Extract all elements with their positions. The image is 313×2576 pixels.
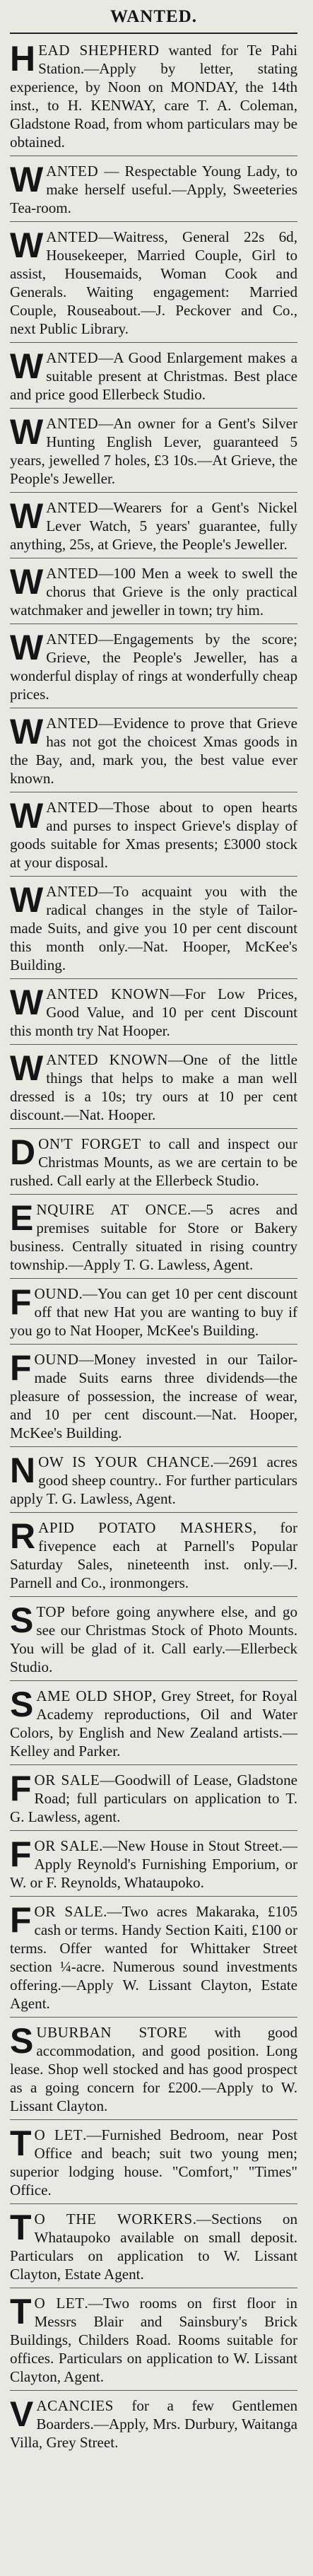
ad-body-text: —A Good Enlargement makes a suitable present at Christmas. Best place and price good Ellerbeck Studio. [10,349,297,403]
ad-lead-words: NQUIRE AT ONCE [36,1201,187,1218]
ad-lead-words: OUND [34,1351,79,1368]
drop-cap: W [10,562,44,602]
ad-lead-words: ANTED [46,349,99,366]
drop-cap: S [10,2021,34,2061]
classified-ad [10,2294,297,2391]
classified-ad [10,564,297,624]
classified-ad [10,41,297,156]
ad-lead-words: OR SALE [34,1903,104,1920]
classified-ad [10,985,297,1045]
ad-body-text: —For Low Prices, Good Value, and 10 per cent Discount this month try Nat Hooper. [10,985,297,1039]
drop-cap: D [10,1132,36,1172]
ad-body-text: with good accommodation, and good position. Long lease. Shop well stocked and has good prospect as a going concern for £200.—Apply to W. Lissant Clayton. [10,2024,297,2114]
ads-column [10,41,297,2456]
drop-cap: W [10,1048,44,1088]
ad-lead-words: ACANCIES [36,2397,114,2414]
classified-ad [10,1284,297,1345]
classified-ad [10,630,297,708]
ad-body-text: before going anywhere else, and go see our Christmas Stock of Photo Mounts. You will be glad of it. Call early.—Ellerbeck Studio. [10,1603,297,1675]
ad-lead-words: UBURBAN STORE [36,2024,188,2041]
drop-cap: W [10,712,44,751]
classified-ad [10,1834,298,1897]
ad-lead-words: ANTED [46,415,99,432]
classified-ad [10,882,297,979]
ad-lead-words: AME OLD SHOP [36,1687,153,1704]
ad-body-text: .—Furnished Bedroom, near Post Office and beach; suit two young men; superior lodging house. "Comfort," "Times" Office. [10,2126,298,2199]
drop-cap: S [10,1685,34,1724]
ad-body-text: .—2691 acres good sheep country.. For further particulars apply T. G. Lawless, Agent. [10,1453,297,1507]
drop-cap: S [10,1600,34,1640]
ad-body-text: —Money invested in our Tailor-made Suits earns three dividends—the pleasure of possession, the increase of wear, and 10 per cent discount.—Nat. Hooper, McKee's Building. [10,1351,297,1441]
ad-lead-words: ANTED KNOWN [46,1051,168,1068]
classified-ad [10,2023,297,2120]
ad-lead-words: O LET [34,2295,85,2312]
ad-lead-words: OUND [34,1285,79,1302]
section-heading: WANTED. [110,7,197,26]
classified-ad [10,228,297,343]
drop-cap: F [10,1282,32,1322]
classified-ad [10,162,297,222]
drop-cap: F [10,1900,32,1940]
ad-lead-words: OR SALE [34,1837,100,1854]
drop-cap: T [10,2208,32,2247]
ad-body-text: —One of the little things that helps to make a man well dressed is a 10s; try ours at 10 per cent discount.—Nat. Hooper. [10,1051,297,1123]
classified-ad [10,1600,297,1681]
ad-body-text: .—5 acres and premises suitable for Store or Bakery business. Centrally situated in rising country township.—Apply T. G. Lawless, Agent. [10,1201,297,1273]
ad-body-text: for a few Gentlemen Boarders.—Apply, Mrs. Durbury, Waitanga Villa, Grey Street. [10,2397,297,2451]
ad-lead-words: ANTED [46,715,99,732]
ad-body-text: —Evidence to prove that Grieve has not got the choicest Xmas goods in the Bay, and, mark you, the best value ever known. [10,715,297,787]
ad-body-text: — Respectable Young Lady, to make herself useful.—Apply, Sweeteries Tea-room. [10,163,297,216]
ad-lead-words: ANTED KNOWN [46,985,170,1002]
classified-ad [10,798,297,877]
classified-ad [10,346,297,409]
drop-cap: W [10,496,44,536]
ad-body-text: , for fivepence each at Parnell's Popular Saturday Sales, nineteenth inst. only.—J. Parnell and Co., ironmongers. [10,1519,297,1591]
ad-lead-words: ANTED [46,499,99,516]
ad-body-text: wanted for Te Pahi Station.—Apply by letter, stating experience, by Noon on MONDAY, the 14th inst., to H. KENWAY, care T. A. Coleman, Gladstone Road, from whom particulars may be obtained. [10,42,297,151]
ad-body-text: —Wearers for a Gent's Nickel Lever Watch, 5 years' guarantee, fully anything, 25s, at Grieve, the People's Jeweller. [10,499,297,553]
ad-lead-words: O LET [34,2126,83,2143]
classified-ad [10,2126,297,2204]
ad-body-text: to call and inspect our Christmas Mounts, as we are certain to be rushed. Call early at the Ellerbeck Studio. [10,1135,297,1189]
ad-lead-words: APID POTATO MASHERS [38,1519,253,1536]
drop-cap: W [10,346,44,386]
classified-ad [10,414,297,493]
classified-ad [10,2210,297,2288]
ad-body-text: —Goodwill of Lease, Gladstone Road; full particulars on application to T. G. Lawless, agent. [10,1772,297,1825]
drop-cap: W [10,160,44,199]
drop-cap: W [10,412,44,452]
classified-ad [10,1902,297,2018]
drop-cap: E [10,1198,34,1238]
drop-cap: W [10,983,44,1022]
drop-cap: W [10,880,44,920]
ad-body-text: —100 Men a week to swell the chorus that Grieve is the only practical watchmaker and jeweller in town; try him. [10,565,297,619]
ad-lead-words: ANTED [46,228,99,245]
drop-cap: R [10,1516,36,1556]
drop-cap: F [10,1834,32,1874]
ad-lead-words: TOP [36,1603,66,1620]
ad-body-text: .—You can get 10 per cent discount off that new Hat you are wanting to buy if you go to Nat Hooper, McKee's Building. [10,1285,297,1339]
classified-ad [10,1453,297,1513]
ad-body-text: , Grey Street, for Royal Academy reproductions, Oil and Water Colors, by English and New Zealand artists.—Kelley and Parker. [10,1687,298,1760]
ad-lead-words: O THE WORKERS [34,2211,193,2227]
classified-ad [10,498,297,558]
classified-ad [10,1200,297,1279]
ad-lead-words: OR SALE [34,1772,100,1788]
ad-body-text: .—Two rooms on first floor in Messrs Blair and Sainsbury's Brick Buildings, Childers Road. Rooms suitable for offices. Particulars on application to W. Lissant Clayton, Agent. [10,2295,297,2385]
drop-cap: W [10,226,44,265]
ad-body-text: —Those about to open hearts and purses to inspect Grieve's display of goods suitable for Xmas presents; £3000 stock at your disposal. [10,799,297,871]
classified-ad [10,2396,297,2456]
drop-cap: H [10,39,36,78]
ad-lead-words: OW IS YOUR CHANCE [38,1453,211,1470]
ad-lead-words: ANTED [46,631,99,648]
drop-cap: T [10,2124,32,2163]
classified-ad [10,1132,297,1195]
classified-ad [10,1050,297,1129]
ad-lead-words: EAD SHEPHERD [38,42,160,59]
heading-rule [10,33,297,34]
ad-lead-words: ANTED [46,883,99,900]
drop-cap: F [10,1348,32,1388]
ad-lead-words: ON'T FORGET [38,1135,141,1152]
ad-body-text: .—New House in Stout Street.—Apply Reynold's Furnishing Emporium, or W. or F. Reynolds, Whataupoko. [10,1837,298,1891]
drop-cap: W [10,628,44,667]
ad-body-text: .—Two acres Makaraka, £105 cash or terms. Handy Section Kaiti, £100 or terms. Offer wanted for Whittaker Street section ¼-acre. Numerous sound investments offering.—Apply W. Lissant Clayton, Estate Agent. [10,1903,298,2012]
classified-ad [10,1350,297,1447]
drop-cap: N [10,1451,36,1490]
ad-body-text: —Waitress, General 22s 6d, Housekeeper, Married Couple, Girl to assist, Housemaids, Woman Cook and Generals. Waiting engagement: Married Couple, Rouseabout.—J. Peckover and Co., next Public Library. [10,228,297,337]
ad-body-text: —Engagements by the score; Grieve, the People's Jeweller, has a wonderful display of rings at wonderfully cheap prices. [10,631,297,703]
classified-ad [10,1518,297,1597]
ad-lead-words: ANTED [46,799,99,816]
ad-body-text: —An owner for a Gent's Silver Hunting English Lever, guaranteed 5 years, jewelled 7 holes, £3 10s.—At Grieve, the People's Jeweller. [10,415,297,487]
ad-lead-words: ANTED [46,565,99,582]
classified-ad [10,1771,297,1831]
ad-body-text: —To acquaint you with the radical changes in the style of Tailor-made Suits, and give you 10 per cent discount this month only.—Nat. Hooper, McKee's Building. [10,883,297,973]
ad-body-text: .—Sections on Whataupoko available on small deposit. Particulars on application to W. Lissant Clayton, Estate Agent. [10,2211,298,2283]
classified-ad [10,1687,297,1765]
drop-cap: T [10,2292,32,2331]
drop-cap: V [10,2394,34,2434]
ad-lead-words: ANTED [46,163,99,180]
classified-ad [10,714,297,792]
drop-cap: F [10,1769,32,1808]
drop-cap: W [10,796,44,836]
